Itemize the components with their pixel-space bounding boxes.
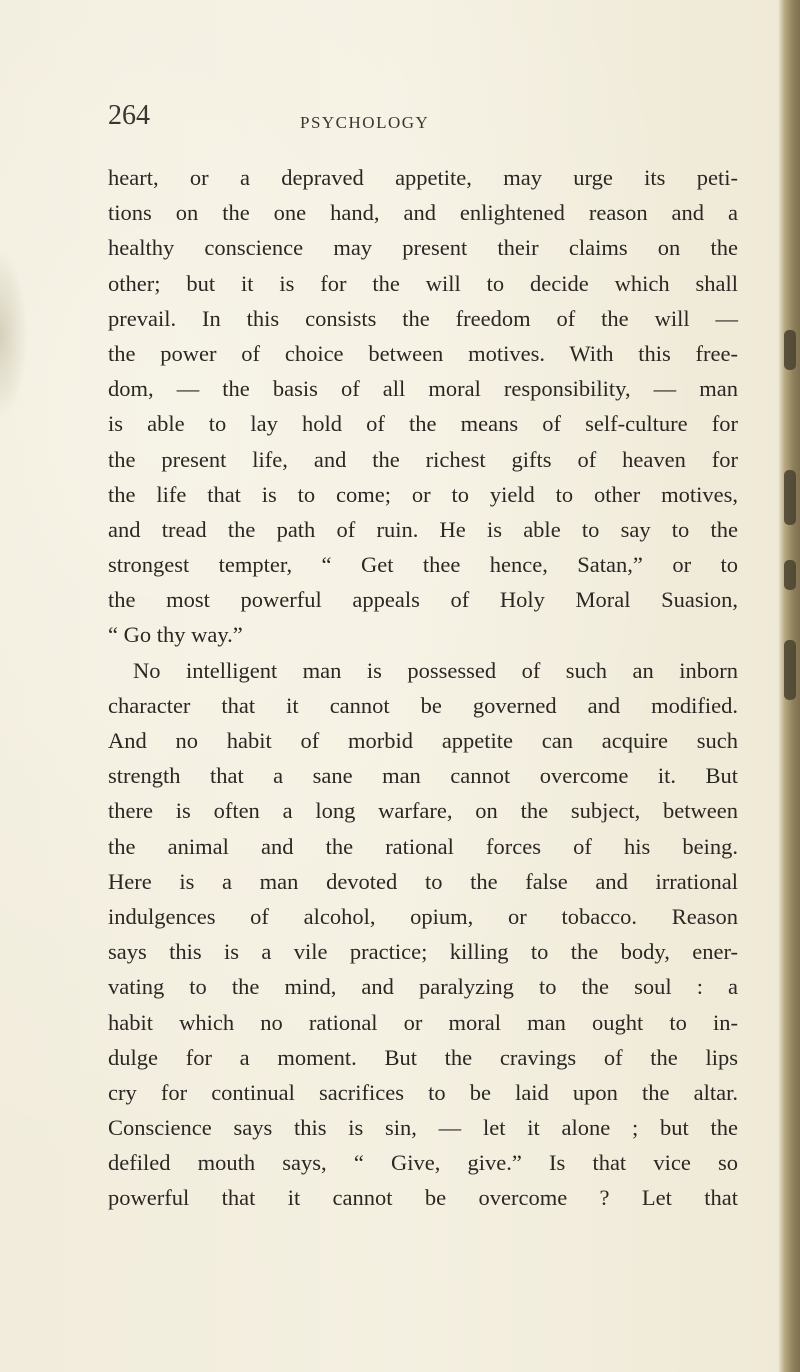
text-line: powerful that it cannot be overcome ? Let that [108, 1185, 738, 1211]
page-number: 264 [108, 100, 150, 131]
text-line: strength that a sane man cannot overcome it. But [108, 763, 738, 789]
text-line: Conscience says this is sin, — let it alone ; but the [108, 1115, 738, 1141]
text-line: No intelligent man is possessed of such an inborn [133, 657, 738, 683]
text-line: dom, — the basis of all moral responsibility, — man [108, 376, 738, 402]
text-line: healthy conscience may present their claims on the [108, 235, 738, 261]
running-head: PSYCHOLOGY [300, 113, 430, 132]
binding-edge [778, 0, 800, 1372]
text-line: the most powerful appeals of Holy Moral Suasion, [108, 587, 738, 613]
text-line: there is often a long warfare, on the subject, between [108, 798, 738, 824]
text-line: And no habit of morbid appetite can acquire such [108, 728, 738, 753]
text-line: defiled mouth says, “ Give, give.” Is that vice so [108, 1150, 738, 1176]
text-line: Here is a man devoted to the false and irrational [108, 868, 738, 894]
page-smudge [0, 250, 28, 420]
body-text [108, 160, 738, 1216]
text-line: habit which no rational or moral man ought to in- [108, 1009, 738, 1035]
text-line: strongest tempter, “ Get thee hence, Satan,” or to [108, 552, 738, 578]
text-line: is able to lay hold of the means of self-culture for [108, 411, 738, 437]
text-line: the life that is to come; or to yield to other motives, [108, 481, 738, 507]
text-line: and tread the path of ruin. He is able to say to the [108, 516, 738, 542]
text-line: cry for continual sacrifices to be laid upon the altar. [108, 1079, 738, 1105]
edge-mark [784, 330, 796, 370]
text-line: “ Go thy way.” [108, 622, 243, 648]
text-line: other; but it is for the will to decide which shall [108, 270, 738, 296]
text-line: indulgences of alcohol, opium, or tobacco. Reason [108, 903, 738, 929]
text-line: the power of choice between motives. With this free- [108, 340, 738, 366]
text-line: the present life, and the richest gifts of heaven for [108, 446, 738, 472]
text-line: dulge for a moment. But the cravings of the lips [108, 1044, 738, 1070]
edge-mark [784, 470, 796, 525]
text-line: vating to the mind, and paralyzing to the soul : a [108, 974, 738, 1000]
text-line: the animal and the rational forces of his being. [108, 833, 738, 859]
edge-mark [784, 560, 796, 590]
text-line: says this is a vile practice; killing to the body, ener- [108, 939, 738, 965]
edge-mark [784, 640, 796, 700]
text-line: character that it cannot be governed and modified. [108, 692, 738, 718]
text-line: heart, or a depraved appetite, may urge its peti- [108, 165, 738, 190]
text-line: prevail. In this consists the freedom of the will — [108, 305, 738, 331]
text-line: tions on the one hand, and enlightened reason and a [108, 200, 738, 226]
